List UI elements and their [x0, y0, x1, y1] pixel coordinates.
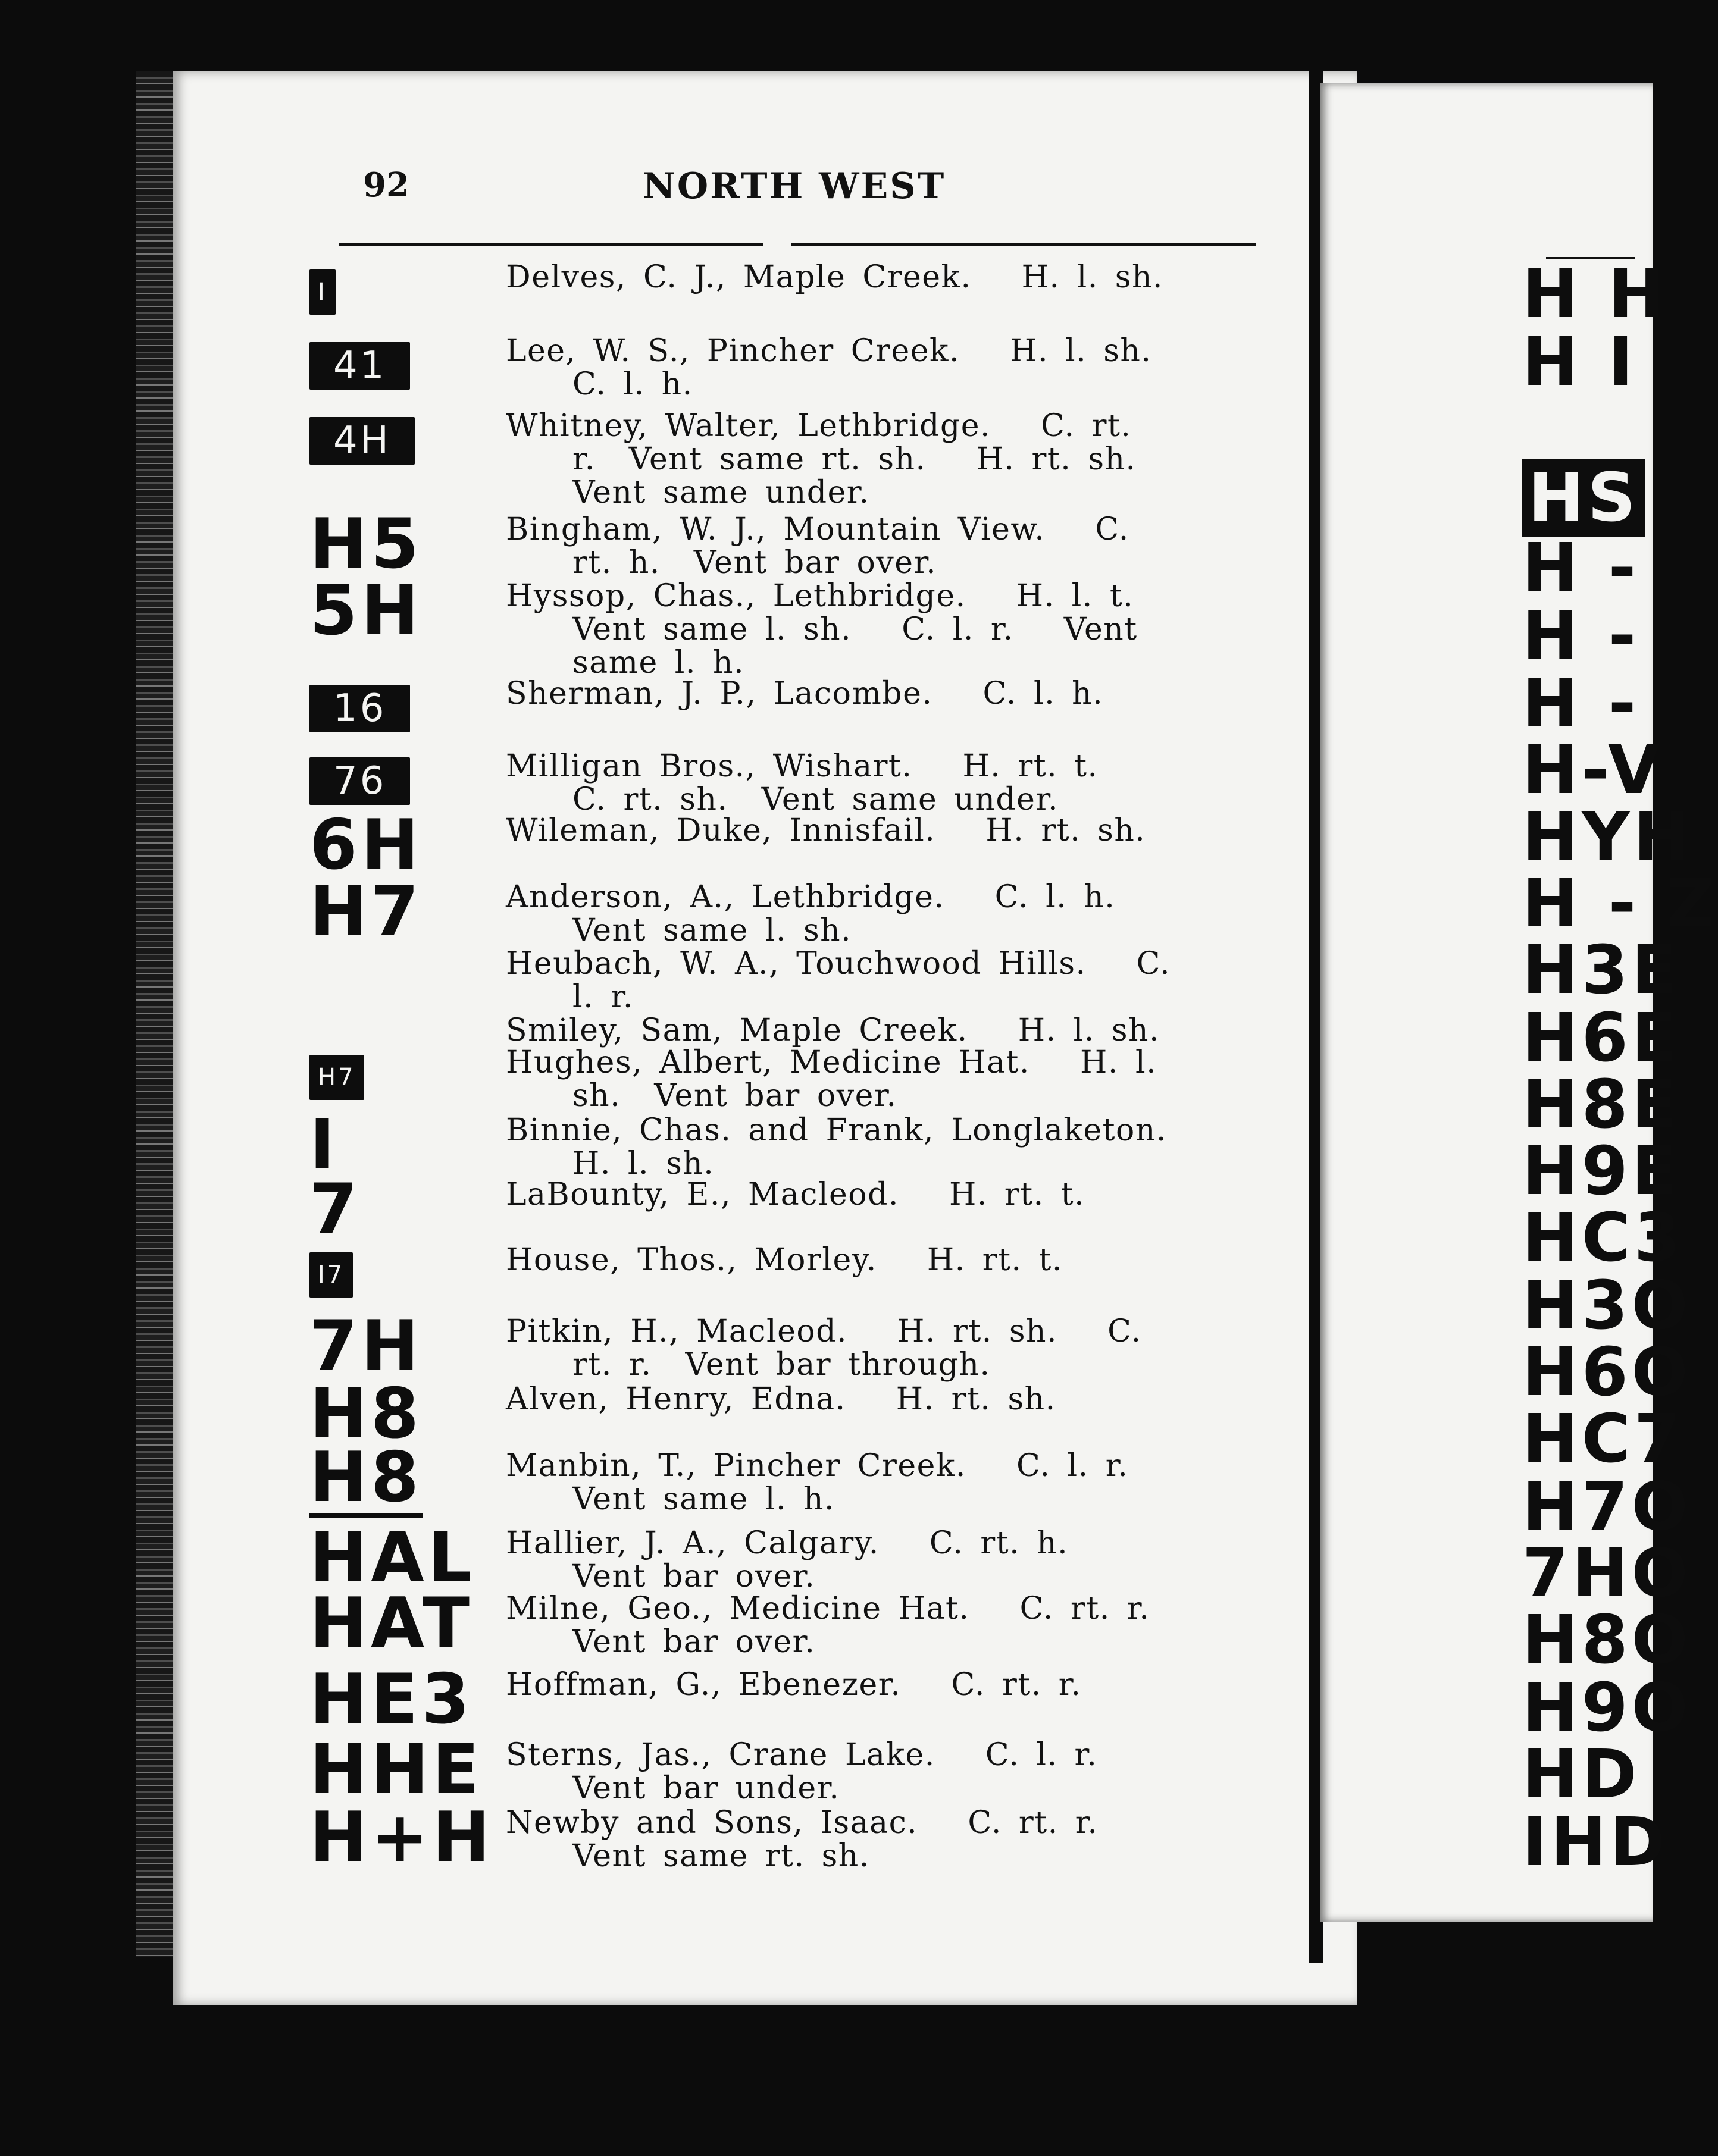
right-page-brand-label: H8O — [1522, 1602, 1692, 1679]
entry-line: C. rt. sh. Vent same under. — [572, 782, 1059, 817]
entry-line: Hallier, J. A., Calgary. C. rt. h. — [506, 1525, 1069, 1561]
right-page-brand — [1522, 1133, 1681, 1210]
brand-entry-text — [506, 677, 1250, 710]
brand-entry-text — [506, 1592, 1250, 1659]
brand-entry-text — [506, 579, 1250, 679]
brand-mark-label: I — [309, 1105, 339, 1185]
brand-mark — [309, 1236, 488, 1314]
right-page-brand — [1522, 1535, 1692, 1612]
entry-line: Vent same l. sh. C. l. r. Vent — [572, 612, 1138, 647]
entry-line: H. l. sh. — [572, 1146, 715, 1182]
right-page-brand — [1522, 1602, 1692, 1679]
entry-line: Newby and Sons, Isaac. C. rt. r. — [506, 1805, 1099, 1841]
header-rule-right — [791, 243, 1256, 246]
right-page-brand-label: H3O — [1522, 1267, 1692, 1345]
brand-mark-label: 7 — [309, 1169, 361, 1249]
entry-line: Sterns, Jas., Crane Lake. C. l. r. — [506, 1737, 1098, 1773]
brand-mark — [309, 873, 488, 951]
brand-mark — [309, 572, 488, 650]
brand-mark-label: 76 — [309, 757, 410, 805]
entry-line: Vent same l. sh. — [572, 913, 852, 948]
right-page-brand — [1522, 999, 1681, 1077]
entry-line: Lee, W. S., Pincher Creek. H. l. sh. — [506, 333, 1152, 369]
entry-line: Whitney, Walter, Lethbridge. C. rt. — [506, 408, 1132, 444]
brand-entry-text — [506, 513, 1250, 579]
right-page-brand — [1522, 1804, 1669, 1881]
right-page-brand-label: H - Z — [1522, 865, 1718, 942]
brand-entry-text — [506, 814, 1250, 847]
right-page-brand — [1522, 1334, 1692, 1411]
brand-mark-label: HE3 — [309, 1659, 474, 1740]
brand-mark-label: 4H — [309, 417, 415, 465]
right-page-brand — [1522, 865, 1718, 942]
brand-mark — [309, 1661, 488, 1738]
right-page-brand-list — [1320, 83, 1718, 1922]
right-page-brand-label: H3E — [1522, 932, 1681, 1009]
brand-mark-label: 16 — [309, 685, 410, 732]
entry-line: House, Thos., Morley. H. rt. t. — [506, 1242, 1063, 1278]
right-page-brand — [1522, 529, 1640, 607]
entry-line: Binnie, Chas. and Frank, Longlaketon. — [506, 1113, 1167, 1148]
right-page-brand-label: H - — [1522, 597, 1640, 675]
right-page-brand-label: H - — [1522, 665, 1640, 742]
entry-line: Vent bar over. — [572, 1624, 816, 1660]
entry-line: Manbin, T., Pincher Creek. C. l. r. — [506, 1448, 1129, 1484]
right-page-brand — [1522, 1066, 1681, 1143]
brand-mark-label: H8 — [309, 1374, 423, 1454]
book-spine — [136, 71, 177, 1957]
right-page-brand-label: H6E — [1522, 999, 1681, 1077]
right-page-brand-label: H I — [1522, 324, 1637, 401]
right-page-brand — [1522, 1468, 1692, 1546]
entry-line: Hughes, Albert, Medicine Hat. H. l. — [506, 1045, 1157, 1080]
right-page-brand-label: H9O — [1522, 1669, 1692, 1747]
brand-entry-text — [506, 1315, 1250, 1381]
brand-entry-text — [506, 261, 1250, 294]
header-rule-left — [339, 243, 763, 246]
entry-line: Anderson, A., Lethbridge. C. l. h. — [506, 879, 1116, 915]
right-page-brand — [1522, 1267, 1692, 1345]
brand-mark-label: 41 — [309, 342, 410, 390]
entry-line: Bingham, W. J., Mountain View. C. — [506, 512, 1129, 547]
brand-mark — [309, 327, 488, 405]
brand-mark-label: H7 — [309, 872, 423, 952]
brand-entry-text — [506, 1806, 1250, 1873]
right-page-brand-label: IHD — [1522, 1804, 1669, 1881]
brand-mark — [309, 402, 488, 480]
right-page-brand-label: HC7 — [1522, 1400, 1684, 1478]
entry-line: C. l. h. — [572, 366, 693, 402]
brand-entry-text — [506, 1527, 1250, 1593]
entry-line: sh. Vent bar over. — [572, 1078, 897, 1114]
entry-line: Vent bar under. — [572, 1770, 840, 1806]
right-page-brand — [1522, 665, 1640, 742]
brand-entry-text — [506, 1178, 1250, 1211]
right-page-brand — [1522, 597, 1640, 675]
entry-line: rt. r. Vent bar through. — [572, 1347, 991, 1383]
entry-line: Vent same rt. sh. — [572, 1838, 870, 1874]
brand-entry-text — [506, 750, 1250, 816]
brand-entry-text — [506, 409, 1250, 509]
brand-mark — [309, 670, 488, 747]
brand-mark — [309, 1797, 494, 1878]
brand-mark-label: HAL — [309, 1518, 475, 1598]
brand-mark-label: I — [309, 270, 336, 315]
right-page-brand — [1522, 1736, 1641, 1813]
right-page-brand — [1522, 1199, 1684, 1277]
entry-line: Milne, Geo., Medicine Hat. C. rt. r. — [506, 1591, 1150, 1627]
right-page-brand — [1522, 732, 1663, 809]
entry-line: l. r. — [572, 979, 634, 1015]
right-page-brand-label: 7HO — [1522, 1535, 1692, 1612]
right-page-brand-label: H8E — [1522, 1066, 1681, 1143]
brand-mark-label: H7 — [309, 1055, 364, 1100]
brand-mark-label: 5H — [309, 571, 423, 651]
brand-mark-label: 7H — [309, 1306, 423, 1386]
entry-line: Vent same under. — [572, 475, 870, 510]
entry-line: Sherman, J. P., Lacombe. C. l. h. — [506, 676, 1104, 712]
brand-entry-text — [506, 880, 1250, 1047]
right-page-brand-label: HYH — [1522, 798, 1693, 876]
right-page-brand-label: H - — [1522, 529, 1640, 607]
brand-mark — [309, 1437, 488, 1519]
entry-line: Vent bar over. — [572, 1559, 816, 1594]
right-page-brand — [1522, 932, 1681, 1009]
right-page-brand — [1522, 798, 1693, 876]
brand-mark-label: 6H — [309, 805, 423, 885]
brand-mark — [309, 1585, 488, 1662]
brand-entry-text — [506, 1114, 1250, 1180]
entry-line: Wileman, Duke, Innisfail. H. rt. sh. — [506, 813, 1146, 848]
entry-line: r. Vent same rt. sh. H. rt. sh. — [572, 441, 1137, 477]
right-page-brand — [1522, 256, 1668, 333]
right-page-brand-label: HS — [1522, 459, 1645, 537]
brand-entry-text — [506, 1243, 1250, 1277]
entry-line: LaBounty, E., Macleod. H. rt. t. — [506, 1177, 1085, 1212]
entry-line: Heubach, W. A., Touchwood Hills. C. — [506, 946, 1171, 982]
entry-line: same l. h. — [572, 645, 745, 681]
right-page-brand-label: H7O — [1522, 1468, 1692, 1546]
brand-mark-label: H+H — [309, 1797, 494, 1878]
right-page-brand — [1522, 459, 1645, 537]
brand-mark-label: H8 — [309, 1437, 423, 1518]
entry-line: Smiley, Sam, Maple Creek. H. l. sh. — [506, 1013, 1160, 1048]
brand-entry-text — [506, 1383, 1250, 1416]
page-number: 92 — [363, 165, 409, 205]
right-page-brand — [1522, 324, 1637, 401]
right-page-brand-label: H H — [1522, 256, 1668, 333]
entry-line: Hoffman, G., Ebenezer. C. rt. r. — [506, 1667, 1082, 1703]
brand-entry-text — [506, 334, 1250, 401]
right-page-brand-label: H-V — [1522, 732, 1663, 809]
entry-line: rt. h. Vent bar over. — [572, 545, 937, 581]
brand-entry-text — [506, 1449, 1250, 1516]
right-page-brand — [1522, 1669, 1692, 1747]
brand-mark-label: HAT — [309, 1583, 473, 1663]
brand-mark-label: H5 — [309, 504, 423, 584]
right-page-brand-label: H6O — [1522, 1334, 1692, 1411]
entry-line: Pitkin, H., Macleod. H. rt. sh. C. — [506, 1314, 1142, 1349]
brand-entry-text — [506, 1668, 1250, 1701]
brand-entry-text — [506, 1738, 1250, 1805]
brand-mark-label: I7 — [309, 1252, 353, 1298]
brand-mark-label: HHE — [309, 1729, 483, 1810]
running-head: NORTH WEST — [643, 165, 946, 207]
right-page-brand-label: HD — [1522, 1736, 1641, 1813]
entry-line: Milligan Bros., Wishart. H. rt. t. — [506, 748, 1099, 784]
brand-entry-text — [506, 1046, 1250, 1113]
entry-line: Delves, C. J., Maple Creek. H. l. sh. — [506, 259, 1163, 295]
entry-line: Hyssop, Chas., Lethbridge. H. l. t. — [506, 578, 1134, 614]
right-page-brand-label: HC3 — [1522, 1199, 1684, 1277]
right-page-brand — [1522, 1400, 1684, 1478]
entry-line: Alven, Henry, Edna. H. rt. sh. — [506, 1381, 1056, 1417]
right-page-brand-label: H9E — [1522, 1133, 1681, 1210]
entry-line: Vent same l. h. — [572, 1481, 835, 1517]
brand-mark — [309, 253, 488, 331]
